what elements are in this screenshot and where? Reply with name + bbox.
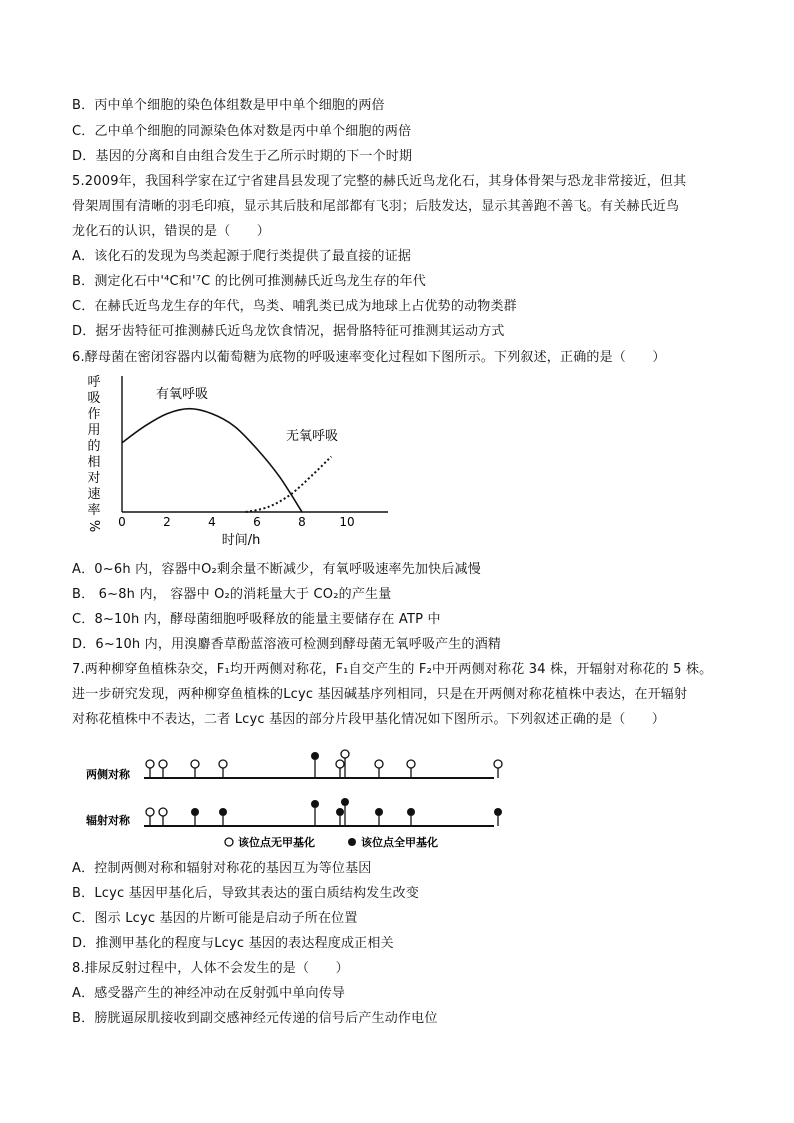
row2-site-open [146, 808, 154, 816]
q8-option-a: A．感受器产生的神经冲动在反射弧中单向传导 [72, 986, 346, 1001]
x-tick-label: 0 [118, 515, 126, 529]
row2-site-filled [407, 808, 415, 816]
ylabel-char: 呼 [87, 375, 101, 390]
ylabel-char: 相 [87, 455, 101, 470]
series-anaerobic-line [246, 457, 332, 512]
row1-site-open [219, 760, 227, 768]
x-tick-labels [118, 515, 354, 529]
q7-stem-line2: 进一步研究发现，两种柳穿鱼植株的Lcyc 基因碱基序列相同，只是在开两侧对称花植株中表达，在开辐射 [72, 687, 688, 702]
q4-option-b: B．丙中单个细胞的染色体组数是甲中单个细胞的两倍 [72, 98, 385, 113]
series-anaerobic-label: 无氧呼吸 [286, 429, 339, 444]
x-tick-label: 2 [163, 515, 171, 529]
q5-option-c: C．在赫氏近鸟龙生存的年代，鸟类、哺乳类已成为地球上占优势的动物类群 [72, 299, 517, 314]
legend-filled-text: 该位点全甲基化 [361, 836, 438, 849]
legend-open-text: 该位点无甲基化 [238, 836, 315, 849]
q8-stem: 8.排尿反射过程中，人体不会发生的是（ ） [72, 961, 349, 976]
x-tick-label: 4 [208, 515, 216, 529]
q6-option-a: A．0~6h 内，容器中O₂剩余量不断减少，有氧呼吸速率先加快后减慢 [72, 562, 481, 577]
row1-site-open [336, 760, 344, 768]
row2-site-filled [191, 808, 199, 816]
row1-site-open [375, 760, 383, 768]
ylabel-char: 率 [87, 503, 101, 518]
row1-site-open [341, 750, 349, 758]
row1-site-open [191, 760, 199, 768]
q5-stem-line3: 龙化石的认识，错误的是（ ） [72, 224, 271, 239]
methylation-figure [86, 748, 526, 852]
ylabel-char: 的 [87, 439, 101, 454]
q7-stem-line1: 7.两种柳穿鱼植株杂交，F₁均开两侧对称花，F₁自交产生的 F₂中开两侧对称花 34 株，开辐射对称花的 5 株。 [72, 662, 713, 677]
legend-filled-marker [348, 838, 356, 846]
q7-option-b: B．Lcyc 基因甲基化后，导致其表达的蛋白质结构发生改变 [72, 886, 420, 901]
row2-site-filled [375, 808, 383, 816]
row1-site-filled [311, 752, 319, 760]
x-tick-label: 6 [253, 515, 261, 529]
row2-site-filled [219, 808, 227, 816]
q5-stem-line2: 骨架周围有清晰的羽毛印痕，显示其后肢和尾部都有飞羽；后肢发达，显示其善跑不善飞。有关赫氏近鸟 [72, 199, 680, 214]
q5-option-d: D．据牙齿特征可推测赫氏近鸟龙饮食情况，据骨胳特征可推测其运动方式 [72, 324, 505, 339]
q5-stem-line1: 5.2009年，我国科学家在辽宁省建昌县发现了完整的赫氏近鸟龙化石，其身体骨架与恐龙非常接近，但其 [72, 174, 687, 189]
row1-site-open [159, 760, 167, 768]
series-aerobic-line [122, 409, 302, 512]
row2-label: 辐射对称 [86, 814, 130, 827]
x-tick-label: 10 [339, 515, 355, 529]
respiration-chart-svg [76, 372, 396, 552]
q7-option-d: D．推测甲基化的程度与Lcyc 基因的表达程度成正相关 [72, 936, 394, 951]
q5-option-b: B．测定化石中'⁴C和'⁷C 的比例可推测赫氏近鸟龙生存的年代 [72, 274, 426, 289]
row1-site-open [407, 760, 415, 768]
q4-option-d: D．基因的分离和自由组合发生于乙所示时期的下一个时期 [72, 149, 413, 164]
row2-site-filled [341, 798, 349, 806]
q6-option-c: C．8~10h 内，酵母菌细胞呼吸释放的能量主要储存在 ATP 中 [72, 612, 441, 627]
q7-option-a: A．控制两侧对称和辐射对称花的基因互为等位基因 [72, 861, 372, 876]
row2-site-filled [336, 808, 344, 816]
q6-option-d: D．6~10h 内，用溴麝香草酚蓝溶液可检测到酵母菌无氧呼吸产生的酒精 [72, 637, 502, 652]
q6-stem: 6.酵母菌在密闭容器内以葡萄糖为底物的呼吸速率变化过程如下图所示。下列叙述，正确的是（ ） [72, 350, 666, 365]
ylabel-char: 作 [87, 407, 101, 422]
row2-site-open [159, 808, 167, 816]
chart-ylabel [86, 375, 101, 532]
q8-option-b: B．膀胱逼尿肌接收到副交感神经元传递的信号后产生动作电位 [72, 1011, 438, 1026]
q4-option-c: C．乙中单个细胞的同源染色体对数是丙中单个细胞的两倍 [72, 124, 412, 139]
row1-site-open [146, 760, 154, 768]
ylabel-char: 用 [87, 423, 101, 438]
ylabel-char: % [86, 519, 101, 533]
row2-site-filled [311, 800, 319, 808]
legend-open-marker [225, 838, 233, 846]
q5-option-a: A．该化石的发现为鸟类起源于爬行类提供了最直接的证据 [72, 249, 412, 264]
row1-site-open [494, 760, 502, 768]
respiration-chart [76, 372, 396, 552]
methylation-figure-svg [86, 748, 526, 852]
ylabel-char: 吸 [87, 391, 101, 406]
methylation-sites [146, 750, 502, 826]
x-tick-label: 8 [298, 515, 306, 529]
q7-stem-line3: 对称花植株中不表达，二者 Lcyc 基因的部分片段甲基化情况如下图所示。下列叙述正确的是（ ） [72, 712, 666, 727]
ylabel-char: 速 [87, 487, 101, 502]
ylabel-char: 对 [87, 471, 101, 486]
row1-label: 两侧对称 [86, 768, 130, 781]
series-aerobic-label: 有氧呼吸 [156, 387, 209, 402]
row2-site-filled [494, 808, 502, 816]
chart-xlabel: 时间/h [221, 533, 261, 548]
q6-option-b: B． 6~8h 内， 容器中 O₂的消耗量大于 CO₂的产生量 [72, 587, 392, 602]
q7-option-c: C．图示 Lcyc 基因的片断可能是启动子所在位置 [72, 911, 358, 926]
